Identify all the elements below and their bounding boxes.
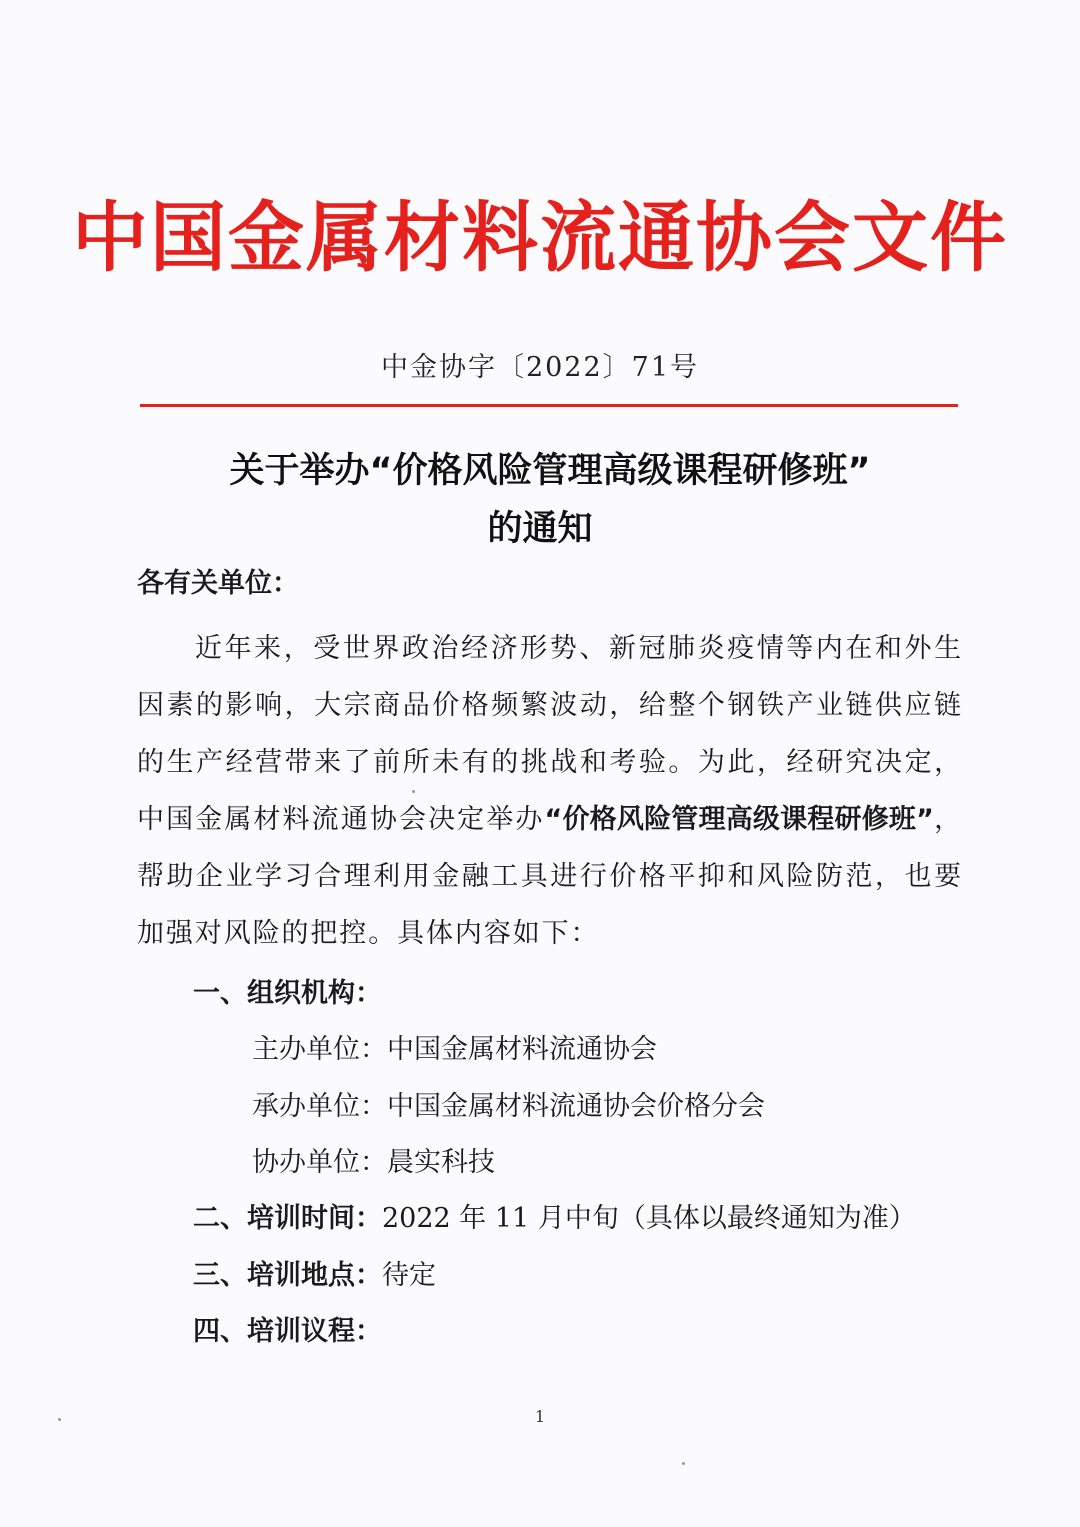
salutation: 各有关单位： xyxy=(137,568,299,599)
training-place-row xyxy=(193,1256,436,1296)
organizer-label: 承办单位： xyxy=(252,1091,387,1122)
scan-speck xyxy=(682,1462,685,1465)
body-text-part2: ，帮助企业学习合理利用金融工具进行价格平抑和风险防范，也要加强对风险的把控。具体内容如下： xyxy=(137,804,963,949)
red-divider-line xyxy=(140,404,958,407)
document-number: 中金协字〔2022〕71号 xyxy=(380,352,700,383)
training-time-value: 2022 年 11 月中旬（具体以最终通知为准） xyxy=(382,1203,916,1234)
co-organizer-value: 晨实科技 xyxy=(387,1147,495,1178)
organizer-value: 中国金属材料流通协会价格分会 xyxy=(387,1091,765,1122)
training-time-row xyxy=(193,1199,916,1239)
training-place-heading: 三、培训地点： xyxy=(193,1260,382,1291)
host-label: 主办单位： xyxy=(252,1034,387,1065)
training-place-value: 待定 xyxy=(382,1260,436,1291)
co-organizer-row xyxy=(252,1143,495,1183)
scan-speck xyxy=(58,1418,61,1421)
section-organization-heading: 一、组织机构： xyxy=(193,978,382,1009)
scan-speck xyxy=(412,790,415,793)
page-number: 1 xyxy=(534,1407,546,1426)
body-text-part1: 近年来，受世界政治经济形势、新冠肺炎疫情等内在和外生因素的影响，大宗商品价格频繁波动，给整个钢铁产业链供应链的生产经营带来了前所未有的挑战和考验。为此，经研究决定，中国金属材料流通协会决定举办 xyxy=(137,633,963,835)
host-row xyxy=(252,1030,657,1070)
training-agenda-heading: 四、培训议程： xyxy=(193,1316,382,1347)
host-value: 中国金属材料流通协会 xyxy=(387,1034,657,1065)
co-organizer-label: 协办单位： xyxy=(252,1147,387,1178)
notice-title-line-1: 关于举办“价格风险管理高级课程研修班” xyxy=(229,451,871,491)
training-time-heading: 二、培训时间： xyxy=(193,1203,382,1234)
course-name-highlight: “价格风险管理高级课程研修班” xyxy=(544,804,934,835)
body-paragraph xyxy=(137,620,963,962)
document-header-title: 中国金属材料流通协会文件 xyxy=(72,193,1008,282)
notice-title-line-2: 的通知 xyxy=(487,509,593,549)
organizer-row xyxy=(252,1087,765,1127)
